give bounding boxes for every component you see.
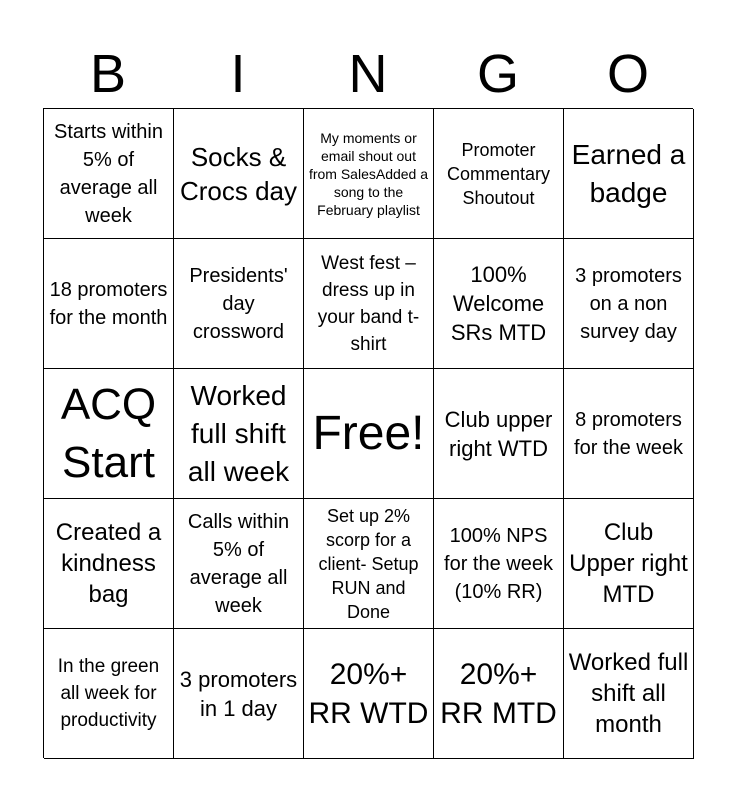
cell-text: Set up 2% scorp for a client- Setup RUN and Done (318, 505, 419, 622)
cell-text: 100% Welcome SRs MTD (450, 262, 547, 345)
bingo-cell[interactable] (434, 369, 564, 499)
cell-text: 3 promoters in 1 day (179, 666, 298, 721)
cell-text: Calls within 5% of average all week (187, 510, 290, 617)
cell-text: West fest – dress up in your band t-shirt (317, 252, 420, 355)
bingo-cell[interactable] (44, 369, 174, 499)
bingo-cell[interactable] (564, 369, 694, 499)
header-letter-n: N (348, 44, 388, 104)
bingo-cell[interactable] (434, 239, 564, 369)
bingo-board (43, 108, 693, 758)
bingo-cell[interactable] (434, 629, 564, 759)
bingo-cell[interactable] (174, 499, 304, 629)
cell-text: 8 promoters for the week (574, 408, 683, 459)
header-letter-b: B (89, 44, 127, 104)
bingo-cell[interactable] (44, 499, 174, 629)
cell-text: Free! (312, 406, 425, 460)
bingo-cell[interactable] (174, 369, 304, 499)
cell-text: Starts within 5% of average all week (54, 120, 163, 227)
cell-text: ACQ Start (60, 379, 157, 487)
bingo-cell[interactable] (564, 239, 694, 369)
bingo-cell[interactable] (564, 629, 694, 759)
cell-text: Socks & Crocs day (179, 141, 298, 206)
cell-text: In the green all week for productivity (57, 656, 160, 731)
bingo-cell[interactable] (564, 499, 694, 629)
header-letter-g: G (476, 44, 519, 104)
bingo-cell[interactable] (174, 109, 304, 239)
cell-text: Created a kindness bag (55, 519, 162, 608)
cell-text: 20%+ RR WTD (308, 657, 429, 730)
bingo-cell[interactable] (304, 629, 434, 759)
bingo-cell[interactable] (44, 109, 174, 239)
bingo-cell[interactable] (174, 629, 304, 759)
cell-text: Club Upper right MTD (569, 519, 688, 608)
header-letter-o: O (606, 44, 649, 104)
cell-text: Worked full shift all month (568, 649, 689, 738)
bingo-cell[interactable] (304, 109, 434, 239)
cell-text: Earned a badge (571, 138, 686, 208)
cell-text: Presidents' day crossword (189, 264, 288, 343)
header-letter-i: I (230, 44, 246, 104)
bingo-cell[interactable] (304, 239, 434, 369)
cell-text: Promoter Commentary Shoutout (446, 139, 551, 208)
bingo-cell[interactable] (44, 239, 174, 369)
cell-text: 18 promoters for the month (49, 278, 168, 329)
free-space-cell[interactable] (304, 369, 434, 499)
bingo-cell[interactable] (434, 109, 564, 239)
cell-text: 100% NPS for the week (10% RR) (444, 524, 553, 603)
bingo-cell[interactable] (564, 109, 694, 239)
bingo-cell[interactable] (434, 499, 564, 629)
bingo-cell[interactable] (44, 629, 174, 759)
bingo-cell[interactable] (174, 239, 304, 369)
cell-text: 20%+ RR MTD (440, 657, 557, 730)
cell-text: Club upper right WTD (444, 406, 553, 461)
cell-text: Worked full shift all week (187, 379, 290, 487)
cell-text: 3 promoters on a non survey day (575, 264, 682, 343)
bingo-header (43, 40, 693, 108)
cell-text: My moments or email shout out from SalesAdded a song to the February playlist (308, 129, 429, 218)
bingo-cell[interactable] (304, 499, 434, 629)
